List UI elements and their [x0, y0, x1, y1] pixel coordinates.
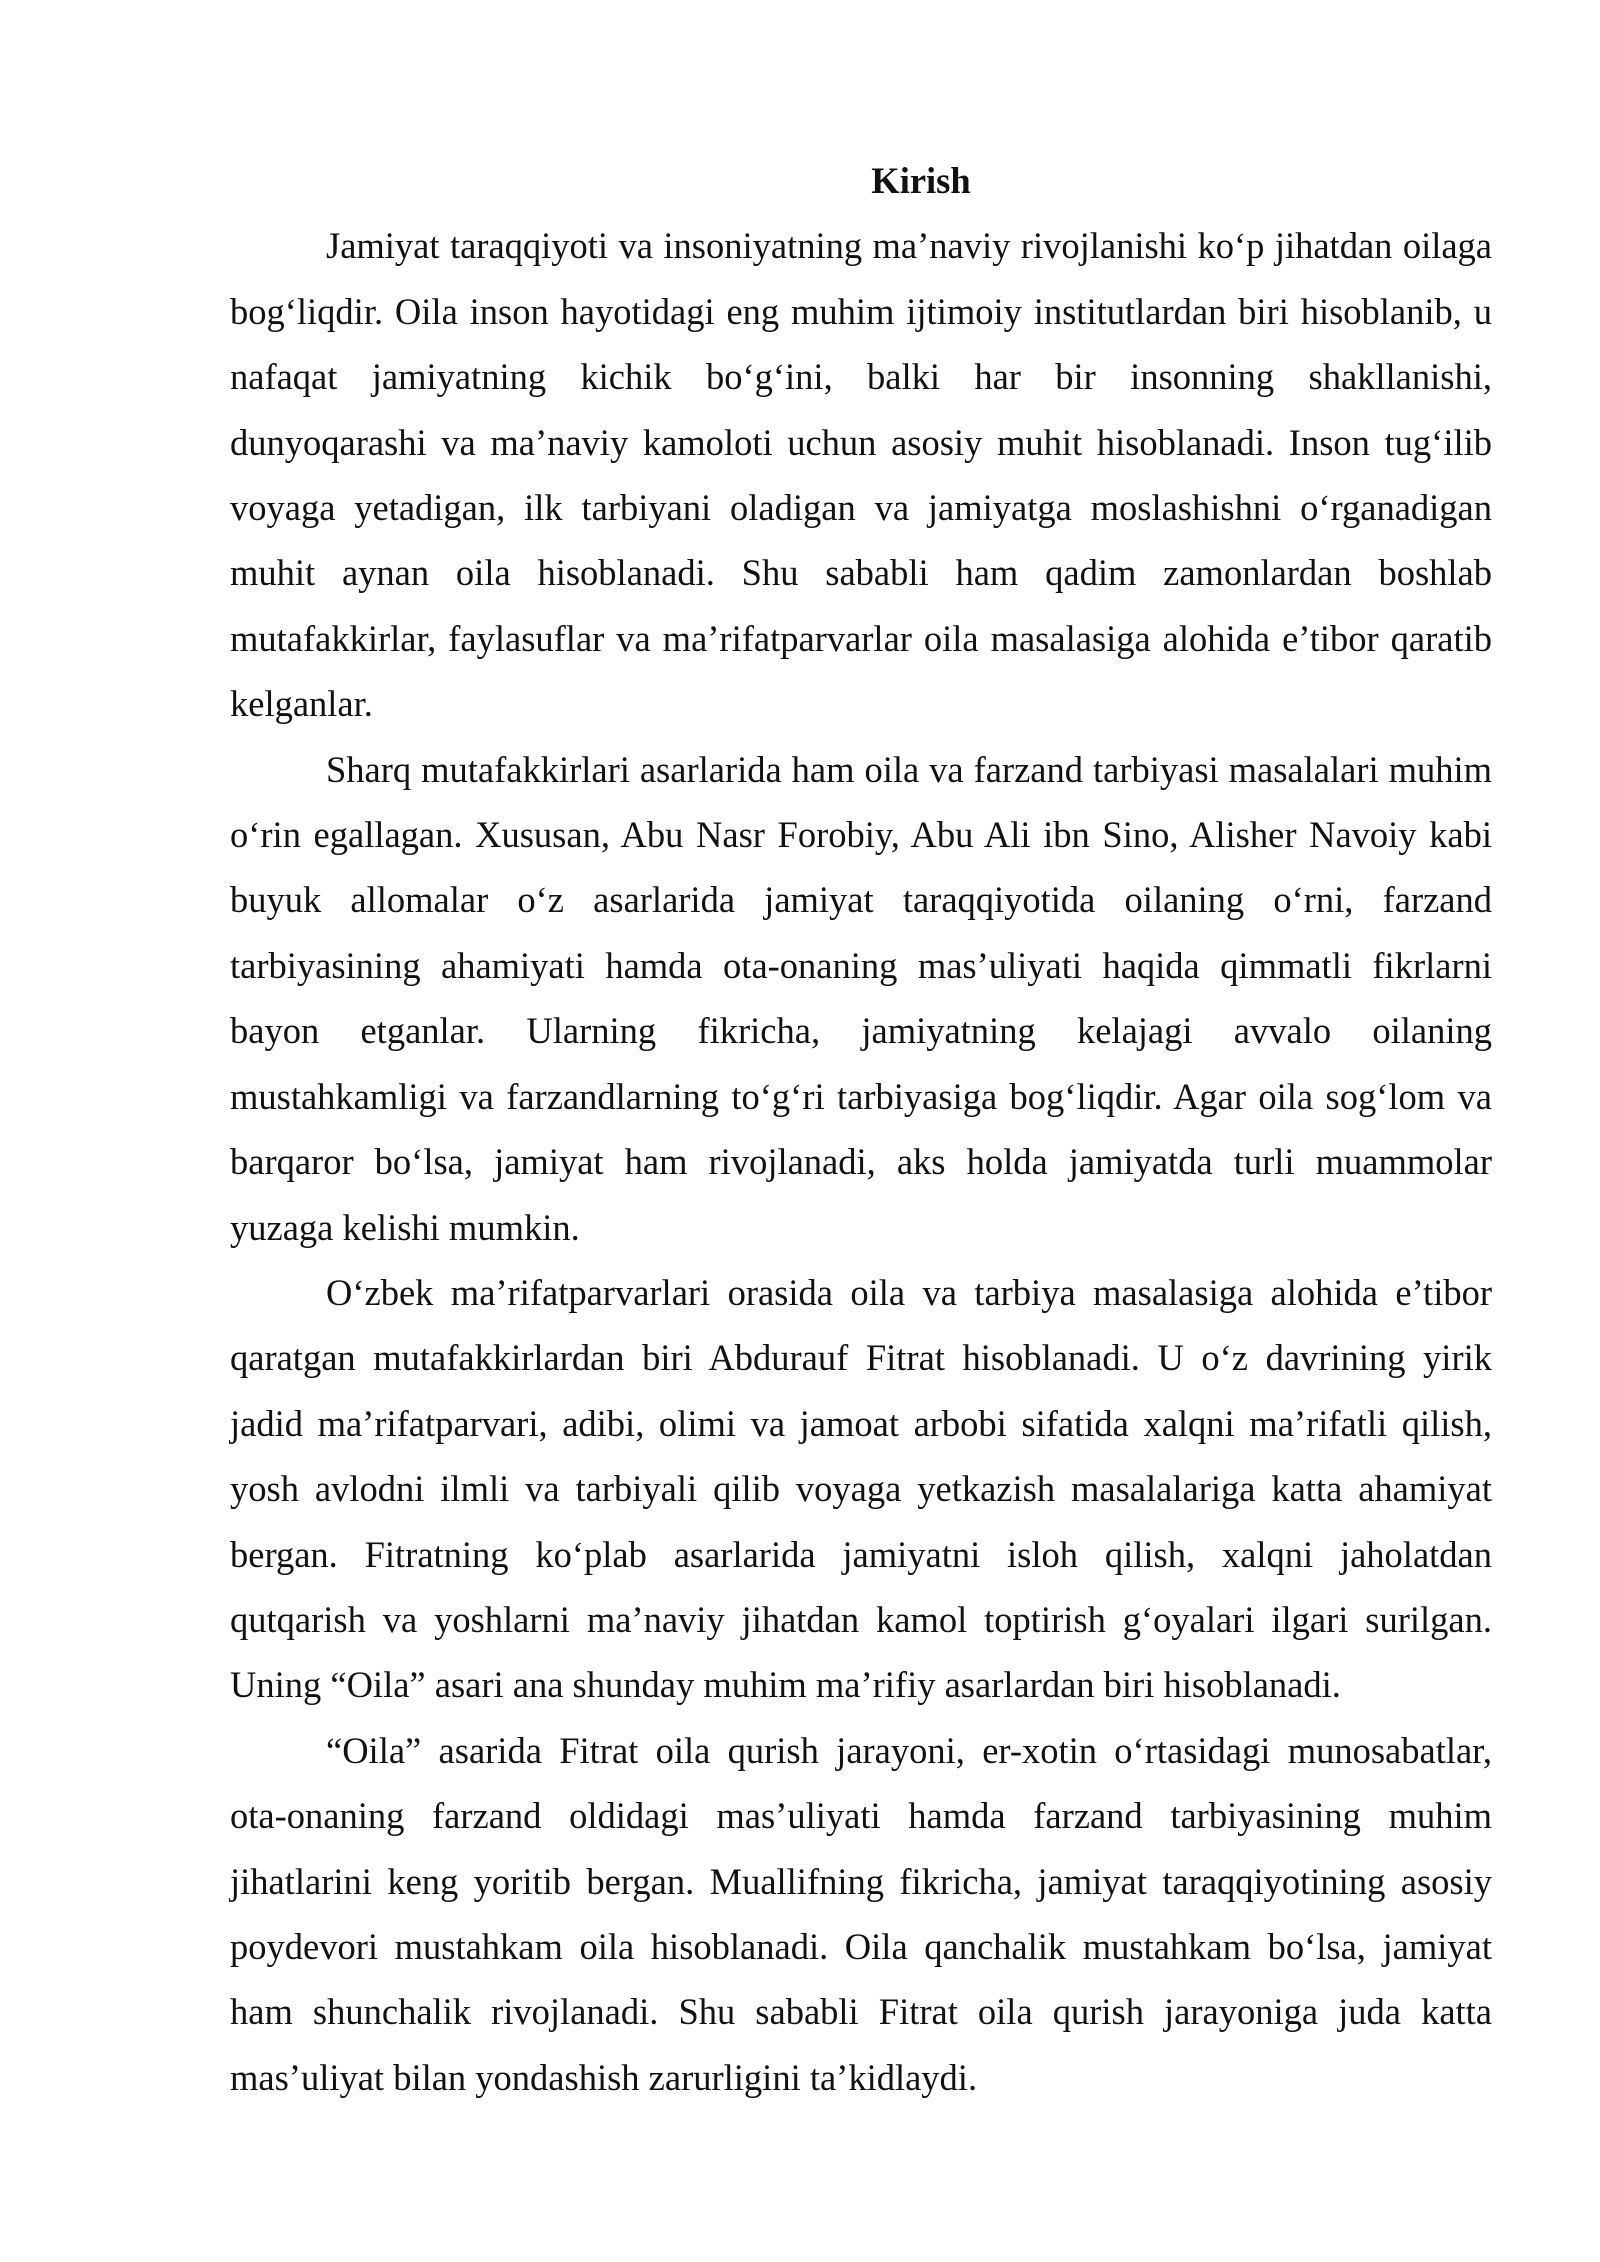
paragraph-2: Sharq mutafakkirlari asarlarida ham oila va farzand tarbiyasi masalalari muhim o‘rin egallagan. Xususan, Abu Nasr Forobiy, Abu Ali ibn Sino, Alisher Navoiy kabi buyuk allomalar o‘z asarlarida jamiyat taraqqiyotida oilaning o‘rni, farzand tarbiyasining ahamiyati hamda ota-onaning mas’uliyati haqida qimmatli fikrlarni bayon etganlar. Ularning fikricha, jamiyatning kelajagi avvalo oilaning mustahkamligi va farzandlarning to‘g‘ri tarbiyasiga bog‘liqdir. Agar oila sog‘lom va barqaror bo‘lsa, jamiyat ham rivojlanadi, aks holda jamiyatda turli muammolar yuzaga kelishi mumkin.	[230, 748, 1492, 1248]
page-title: Kirish	[871, 160, 971, 201]
paragraph-1: Jamiyat taraqqiyoti va insoniyatning ma’naviy rivojlanishi ko‘p jihatdan oilaga bog‘liqdir. Oila inson hayotidagi eng muhim ijtimoiy institutlardan biri hisoblanib, u nafaqat jamiyatning kichik bo‘g‘ini, balki har bir insonning shakllanishi, dunyoqarashi va ma’naviy kamoloti uchun asosiy muhit hisoblanadi. Inson tug‘ilib voyaga yetadigan, ilk tarbiyani oladigan va jamiyatga moslashishni o‘rganadigan muhit aynan oila hisoblanadi. Shu sababli ham qadim zamonlardan boshlab mutafakkirlar, faylasuflar va ma’rifatparvarlar oila masalasiga alohida e’tibor qaratib kelganlar.	[230, 225, 1492, 725]
paragraph-4: “Oila” asarida Fitrat oila qurish jarayoni, er-xotin o‘rtasidagi munosabatlar, ota-onaning farzand oldidagi mas’uliyati hamda farzand tarbiyasining muhim jihatlarini keng yoritib bergan. Muallifning fikricha, jamiyat taraqqiyotining asosiy poydevori mustahkam oila hisoblanadi. Oila qanchalik mustahkam bo‘lsa, jamiyat ham shunchalik rivojlanadi. Shu sababli Fitrat oila qurish jarayoniga juda katta mas’uliyat bilan yondashish zarurligini ta’kidlaydi.	[230, 1729, 1492, 2098]
document-body	[230, 148, 1492, 2110]
paragraph-3: O‘zbek ma’rifatparvarlari orasida oila va tarbiya masalasiga alohida e’tibor qaratgan mutafakkirlardan biri Abdurauf Fitrat hisoblanadi. U o‘z davrining yirik jadid ma’rifatparvari, adibi, olimi va jamoat arbobi sifatida xalqni ma’rifatli qilish, yosh avlodni ilmli va tarbiyali qilib voyaga yetkazish masalalariga katta ahamiyat bergan. Fitratning ko‘plab asarlarida jamiyatni isloh qilish, xalqni jaholatdan qutqarish va yoshlarni ma’naviy jihatdan kamol toptirish g‘oyalari ilgari surilgan. Uning “Oila” asari ana shunday muhim ma’rifiy asarlardan biri hisoblanadi.	[230, 1271, 1492, 1706]
